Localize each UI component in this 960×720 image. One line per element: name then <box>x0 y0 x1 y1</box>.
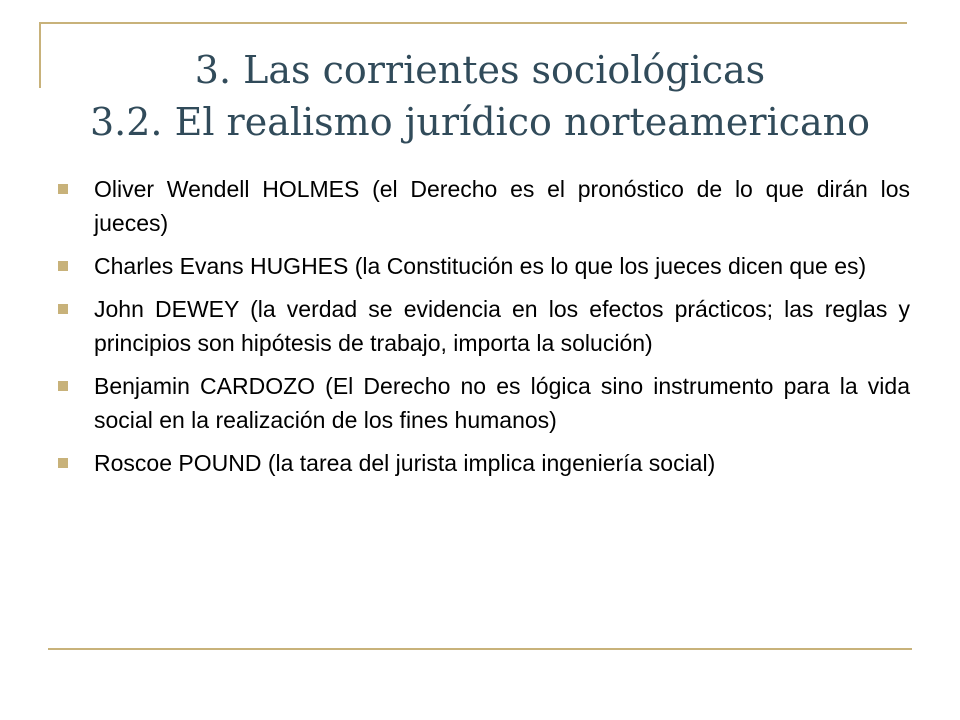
bullet-item-holmes <box>58 172 910 240</box>
bullet-item-pound <box>58 446 910 480</box>
bullet-item-cardozo <box>58 369 910 437</box>
bullet-text: Roscoe POUND (la tarea del jurista implica ingeniería social) <box>94 450 716 476</box>
bullet-text: Charles Evans HUGHES (la Constitución es lo que los jueces dicen que es) <box>94 253 867 279</box>
square-bullet-icon <box>58 261 68 271</box>
bullet-list <box>58 172 910 489</box>
square-bullet-icon <box>58 381 68 391</box>
slide-title <box>0 44 960 148</box>
square-bullet-icon <box>58 458 68 468</box>
square-bullet-icon <box>58 184 68 194</box>
square-bullet-icon <box>58 304 68 314</box>
bottom-rule <box>48 648 912 650</box>
title-line-1: 3. Las corrientes sociológicas <box>194 48 766 92</box>
title-line-2: 3.2. El realismo jurídico norteamericano <box>89 100 871 144</box>
bullet-text: Oliver Wendell HOLMES (el Derecho es el pronóstico de lo que dirán los jueces) <box>94 176 910 236</box>
top-rule <box>39 22 907 24</box>
bullet-text: Benjamin CARDOZO (El Derecho no es lógica sino instrumento para la vida social en la realización de los fines humanos) <box>94 373 910 433</box>
bullet-item-hughes <box>58 249 910 283</box>
bullet-item-dewey <box>58 292 910 360</box>
bullet-text: John DEWEY (la verdad se evidencia en los efectos prácticos; las reglas y principios son hipótesis de trabajo, importa la solución) <box>94 296 910 356</box>
